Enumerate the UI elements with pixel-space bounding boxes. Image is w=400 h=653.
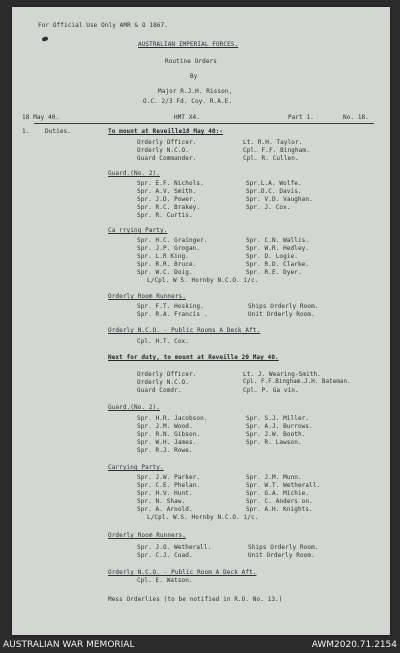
duty-name: Cpl. F.F. Bingham. (243, 147, 310, 154)
guard-member: Spr. W.H. James. (137, 439, 197, 446)
author-title: O.C. 2/3 Fd. Coy. R.A.E. (143, 98, 233, 105)
duty-name: Lt. J. Wearing-Smith. (243, 371, 321, 378)
archive-name: AUSTRALIAN WAR MEMORIAL (3, 640, 135, 650)
guard-heading: Guard.(No. 2). (108, 170, 160, 177)
carrying-member: Spr. D. Logie. (246, 253, 298, 260)
guard-member: Spr. R. Curtis. (137, 212, 193, 219)
section-title: Duties. (45, 128, 71, 135)
by-line: By (190, 73, 198, 80)
guard-member: Spr. J.W. Booth. (246, 431, 306, 438)
guard-member: Spr. H.R. Jacobson. (137, 415, 208, 422)
runner-name: Spr. C.J. Coad. (137, 552, 193, 559)
guard-member: Spr. R.C. Brakey. (137, 204, 201, 211)
carrying-member: Spr. R.R. Bruce. (137, 261, 197, 268)
carrying-member: Spr. W.R. Hedley. (246, 245, 310, 252)
guard-member: Spr.D.C. Davis. (246, 188, 302, 195)
archive-footer (0, 637, 400, 653)
guard-member: Spr. A.J. Burrows. (246, 423, 313, 430)
duty-heading: To mount at Reveille18 May 40:- (108, 128, 224, 135)
runner-post: Unit Orderly Room. (248, 552, 315, 559)
part-number: Part 1. (288, 114, 314, 121)
header-rule (34, 123, 374, 124)
carrying-nco-note: L/Cpl. W.S. Hornby N.C.O. i/c. (147, 514, 259, 521)
guard-member: Spr. R.N. Gibson. (137, 431, 201, 438)
carrying-member: Spr. J.P. Grogan. (137, 245, 201, 252)
runner-name: Spr. R.A. Francis . (137, 311, 208, 318)
guard-member: Spr. A.V. Smith. (137, 188, 197, 195)
guard-member: Spr. R. Lawson. (246, 439, 302, 446)
runners-heading: Orderly Room Runners. (108, 532, 186, 539)
unit-heading: AUSTRALIAN IMPERIAL FORCES. (138, 41, 239, 48)
guard-member: Spr. E.F. Nichols. (137, 180, 204, 187)
carrying-member: Spr. C.N. Wallis. (246, 237, 310, 244)
carrying-member: Spr. A.H. Knights. (246, 506, 313, 513)
duty-role: Orderly N.C.O. (137, 379, 189, 386)
runner-name: Spr. F.T. Hosking. (137, 303, 204, 310)
next-duty-heading: Next for duty, to mount at Reveille 20 May 40. (108, 354, 279, 361)
guard-member: Spr. J. Cox. (246, 204, 291, 211)
ship-name: HMT X4. (174, 114, 200, 121)
guard-member: Spr. R.J. Rowe. (137, 447, 193, 454)
duty-role: Guard Comdr. (137, 387, 182, 394)
carrying-nco-note: L/Cpl. W S. Hornby N.C.O. i/c. (147, 277, 259, 284)
archive-reference: AWM2020.71.2154 (311, 640, 397, 650)
carrying-member: Spr. J.M. Munn. (246, 474, 302, 481)
carrying-member: Spr. W.C. Doig. (137, 269, 193, 276)
official-use-note: For Official Use Only AMR & O 1867. (38, 22, 168, 29)
section-number: 1. (22, 128, 30, 135)
carrying-heading: Carrying Party. (108, 464, 164, 471)
order-date: 18 May 40. (22, 114, 60, 121)
order-number: No. 18. (343, 114, 369, 121)
duty-role: Guard Commander. (137, 155, 197, 162)
carrying-member: Spr. J.W. Parker. (137, 474, 201, 481)
runner-name: Spr. J.O. Wetherall. (137, 544, 212, 551)
ink-mark (41, 36, 48, 42)
guard-member: Spr. V.D. Vaughan. (246, 196, 313, 203)
nco-name: Cpl. H.T. Cox. (137, 338, 189, 345)
guard-member: Spr.L.A. Wolfe. (246, 180, 302, 187)
carrying-heading: Ca rrying Party. (108, 227, 168, 234)
carrying-member: Spr. R.D. Clarke. (246, 261, 310, 268)
carrying-member: Spr. N. Shaw. (137, 498, 186, 505)
nco-heading: Orderly N.C.O. - Public Rooms A Deck Aft. (108, 327, 261, 334)
guard-member: Spr. J.M. Wood. (137, 423, 193, 430)
carrying-member: Spr. L.R King. (137, 253, 189, 260)
carrying-member: Spr. H.V. Hunt. (137, 490, 193, 497)
document-page (12, 7, 390, 635)
mess-orderlies-note: Mess Orderlies (to be notified in R.O. No. 13.) (108, 596, 283, 603)
runner-post: Ships Orderly Room. (248, 544, 319, 551)
carrying-member: Spr. G.A. Michie. (246, 490, 310, 497)
author-name: Major R.J.H. Risson, (158, 88, 233, 95)
guard-member: Spr. S.J. Miller. (246, 415, 310, 422)
duty-name: Cpl. R. Cullen. (243, 155, 299, 162)
runner-post: Unit Orderly Room. (248, 311, 315, 318)
nco-heading: Orderly N.C.O. - Public Room A Deck Aft. (108, 569, 257, 576)
duty-name: Cpl. P. Ga vin. (243, 387, 299, 394)
carrying-member: Spr. H.C. Grainger. (137, 237, 208, 244)
runners-heading: Orderly Room Runners. (108, 293, 186, 300)
duty-name: Cpl. F.F.Bingham.J.H. Bateman. (243, 379, 351, 385)
nco-name: Cpl. E. Watson. (137, 577, 193, 584)
carrying-member: Spr. C. Anders on. (246, 498, 313, 505)
guard-member: Spr. J.D. Power. (137, 196, 197, 203)
carrying-member: Spr. A. Arnold. (137, 506, 193, 513)
duty-role: Orderly N.C.O. (137, 147, 189, 154)
doc-type-heading: Routine Orders (165, 58, 217, 65)
carrying-member: Spr. W.T. Wetherall. (246, 482, 321, 489)
duty-name: Lt. R.H. Taylor. (243, 139, 303, 146)
duty-role: Orderly Officer. (137, 371, 197, 378)
guard-heading: Guard.(No. 2). (108, 404, 160, 411)
carrying-member: Spr. R.E. Dyer. (246, 269, 302, 276)
carrying-member: Spr. C.E. Phelan. (137, 482, 201, 489)
runner-post: Ships Orderly Room. (248, 303, 319, 310)
duty-role: Orderly Officer. (137, 139, 197, 146)
